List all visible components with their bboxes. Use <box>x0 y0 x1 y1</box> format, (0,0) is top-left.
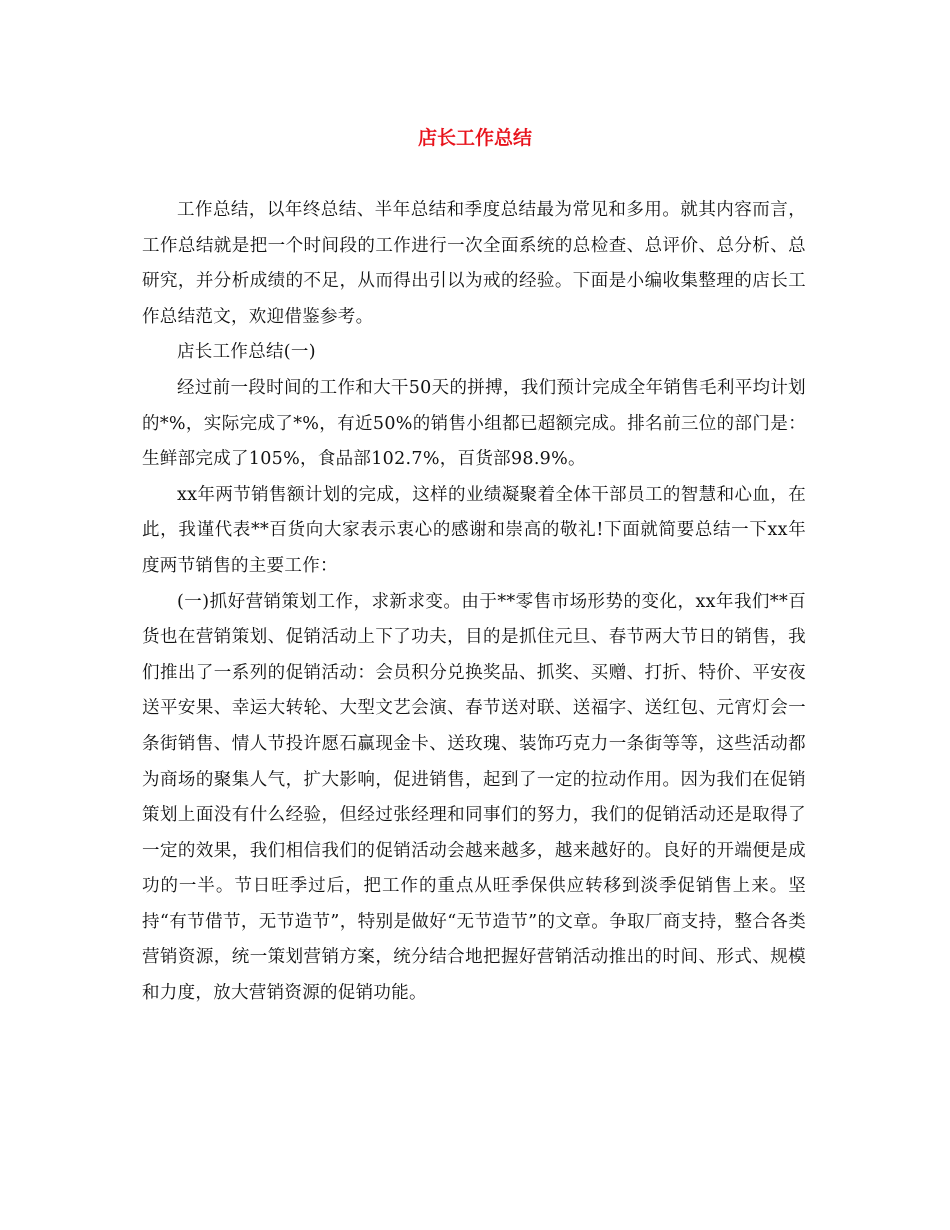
marketing-paragraph: (一)抓好营销策划工作，求新求变。由于**零售市场形势的变化，xx年我们**百货也在营销策划、促销活动上下了功夫，目的是抓住元旦、春节两大节日的销售，我们推出了一系列的促销活动：会员积分兑换奖品、抓奖、买赠、打折、特价、平安夜送平安果、幸运大转轮、大型文艺会演、春节送对联、送福字、送红包、元宵灯会一条街销售、情人节投许愿石赢现金卡、送玫瑰、装饰巧克力一条街等等，这些活动都为商场的聚集人气，扩大影响，促进销售，起到了一定的拉动作用。因为我们在促销策划上面没有什么经验，但经过张经理和同事们的努力，我们的促销活动还是取得了一定的效果，我们相信我们的促销活动会越来越多，越来越好的。良好的开端便是成功的一半。节日旺季过后，把工作的重点从旺季保供应转移到淡季促销售上来。坚持“有节借节，无节造节”，特别是做好“无节造节”的文章。争取厂商支持，整合各类营销资源，统一策划营销方案，统分结合地把握好营销活动推出的时间、形式、规模和力度，放大营销资源的促销功能。 <box>142 591 806 1004</box>
page-title: 店长工作总结 <box>417 127 532 149</box>
intro-paragraph: 工作总结，以年终总结、半年总结和季度总结最为常见和多用。就其内容而言，工作总结就是把一个时间段的工作进行一次全面系统的总检查、总评价、总分析、总研究，并分析成绩的不足，从而得出引以为戒的经验。下面是小编收集整理的店长工作总结范文，欢迎借鉴参考。 <box>142 200 806 327</box>
document-body <box>142 193 806 1012</box>
results-paragraph: 经过前一段时间的工作和大干50天的拼搏，我们预计完成全年销售毛利平均计划的*%，实际完成了*%，有近50%的销售小组都已超额完成。排名前三位的部门是：生鲜部完成了105%，食品部102.7%，百货部98.9%。 <box>142 377 806 470</box>
section-heading: 店长工作总结(一) <box>177 342 316 363</box>
thanks-paragraph: xx年两节销售额计划的完成，这样的业绩凝聚着全体干部员工的智慧和心血，在此，我谨代表**百货向大家表示衷心的感谢和崇高的敬礼!下面就简要总结一下xx年度两节销售的主要工作： <box>142 484 806 576</box>
